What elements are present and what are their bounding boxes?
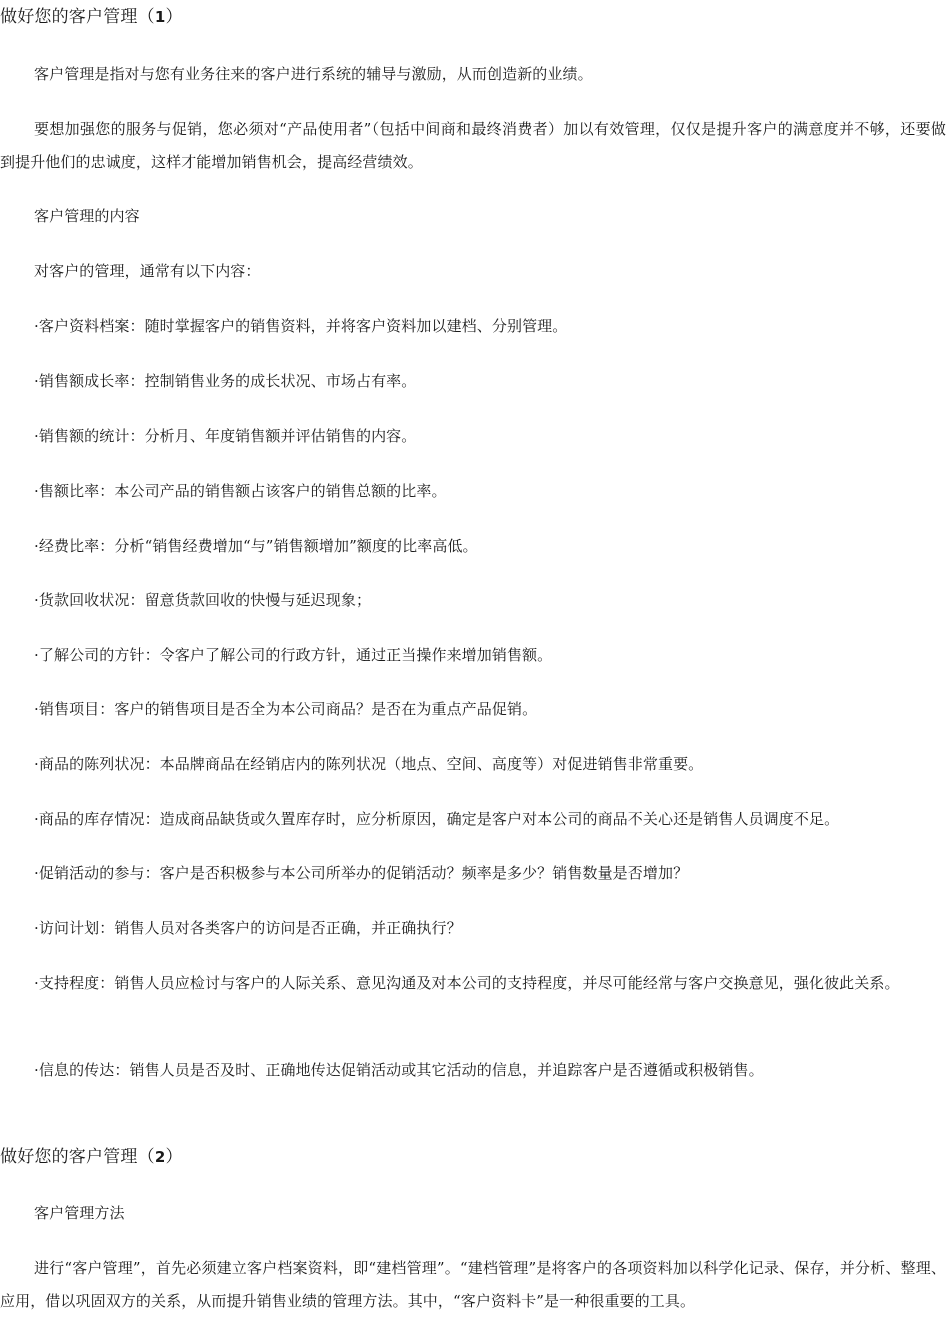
list-item: ·了解公司的方针：令客户了解公司的行政方针，通过正当操作来增加销售额。 xyxy=(34,646,553,664)
section1-title xyxy=(0,6,183,28)
list-item: ·访问计划：销售人员对各类客户的访问是否正确，并正确执行？ xyxy=(34,919,462,937)
list-item: ·支持程度：销售人员应检讨与客户的人际关系、意见沟通及对本公司的支持程度，并尽可能经常与客户交换意见，强化彼此关系。 xyxy=(34,974,900,992)
list-item: ·商品的库存情况：造成商品缺货或久置库存时，应分析原因，确定是客户对本公司的商品不关心还是销售人员调度不足。 xyxy=(34,810,840,828)
list-item: ·经费比率：分析“销售经费增加“与”销售额增加”额度的比率高低。 xyxy=(34,537,478,555)
section1-title-number: 1 xyxy=(154,8,166,26)
list-item: ·促销活动的参与：客户是否积极参与本公司所举办的促销活动？频率是多少？销售数量是否增加？ xyxy=(34,864,689,882)
section2-title-number: 2 xyxy=(154,1148,166,1166)
list-item: ·商品的陈列状况：本品牌商品在经销店内的陈列状况（地点、空间、高度等）对促进销售非常重要。 xyxy=(34,755,704,773)
section1-title-close: ） xyxy=(165,7,183,27)
section1-title-text: 做好您的客户管理（ xyxy=(0,7,155,27)
section2-title-text: 做好您的客户管理（ xyxy=(0,1147,155,1167)
list-item: ·销售额的统计：分析月、年度销售额并评估销售的内容。 xyxy=(34,427,417,445)
section2-paragraph: 进行“客户管理”，首先必须建立客户档案资料，即“建档管理”。“建档管理”是将客户的各项资料加以科学化记录、保存，并分析、整理、应用，借以巩固双方的关系，从而提升销售业绩的管理方法。其中，“客户资料卡”是一种很重要的工具。 xyxy=(0,1259,946,1310)
section1-intro: 客户管理是指对与您有业务往来的客户进行系统的辅导与激励，从而创造新的业绩。 xyxy=(34,65,593,83)
list-item: ·货款回收状况：留意货款回收的快慢与延迟现象； xyxy=(34,591,372,609)
section1-lead: 对客户的管理，通常有以下内容： xyxy=(34,262,261,280)
list-item: ·客户资料档案：随时掌握客户的销售资料，并将客户资料加以建档、分别管理。 xyxy=(34,317,568,335)
list-item: ·信息的传达：销售人员是否及时、正确地传达促销活动或其它活动的信息，并追踪客户是否遵循或积极销售。 xyxy=(34,1061,764,1079)
list-item: ·销售项目：客户的销售项目是否全为本公司商品？是否在为重点产品促销。 xyxy=(34,700,538,718)
section1-paragraph: 要想加强您的服务与促销，您必须对“产品使用者”（包括中间商和最终消费者）加以有效管理，仅仅是提升客户的满意度并不够，还要做到提升他们的忠诚度，这样才能增加销售机会，提高经营绩效。 xyxy=(0,120,946,171)
section2-title xyxy=(0,1146,183,1168)
section2-subheading: 客户管理方法 xyxy=(34,1204,125,1222)
list-item: ·售额比率：本公司产品的销售额占该客户的销售总额的比率。 xyxy=(34,482,447,500)
list-item: ·销售额成长率：控制销售业务的成长状况、市场占有率。 xyxy=(34,372,417,390)
section1-subheading: 客户管理的内容 xyxy=(34,207,140,225)
section2-title-close: ） xyxy=(165,1147,183,1167)
